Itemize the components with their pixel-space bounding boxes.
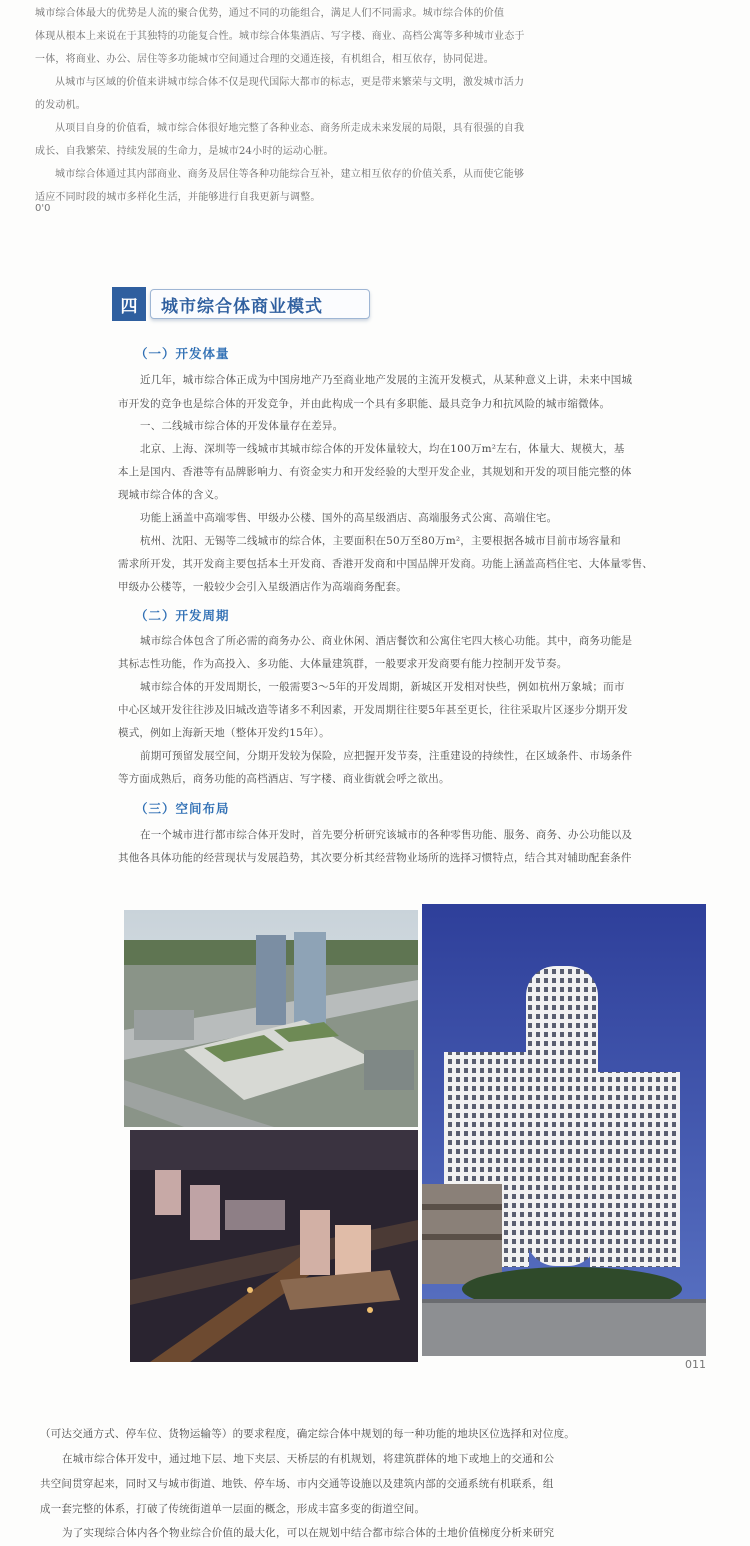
body-line: 城市综合体的开发周期长，一般需要3～5年的开发周期，新城区开发相对快些，例如杭州万象城；而市 xyxy=(140,681,625,693)
body-line: 中心区域开发往往涉及旧城改造等诸多不利因素，开发周期往往要5年甚至更长，往往采取片区逐步分期开发 xyxy=(118,704,628,716)
body-line: 模式，例如上海新天地（整体开发约15年）。 xyxy=(118,727,330,739)
body-line: 市开发的竞争也是综合体的开发竞争，并由此构成一个具有多职能、最具竞争力和抗风险的城市缩微体。 xyxy=(118,398,611,410)
section-title: 城市综合体商业模式 xyxy=(161,296,323,317)
body-line: 体现从根本上来说在于其独特的功能复合性。城市综合体集酒店、写字楼、商业、高档公寓等多种城市业态于 xyxy=(35,31,525,42)
body-line: 在城市综合体开发中，通过地下层、地下夹层、天桥层的有机规划，将建筑群体的地下或地上的交通和公 xyxy=(62,1453,555,1465)
body-line: 现城市综合体的含义。 xyxy=(118,489,225,501)
body-line: 甲级办公楼等，一般较少会引入星级酒店作为高端商务配套。 xyxy=(118,581,407,593)
body-line: 杭州、沈阳、无锡等二线城市的综合体，主要面积在50万至80万m²，主要根据各城市目前市场容量和 xyxy=(140,535,621,547)
body-line: 功能上涵盖中高端零售、甲级办公楼、国外的高星级酒店、高端服务式公寓、高端住宅。 xyxy=(140,512,558,524)
section-number: 四 xyxy=(112,287,146,321)
page-number: 011 xyxy=(685,1358,706,1371)
body-line: 一、二线城市综合体的开发体量存在差异。 xyxy=(140,420,344,432)
body-line: 城市综合体包含了所必需的商务办公、商业休闲、酒店餐饮和公寓住宅四大核心功能。其中，商务功能是 xyxy=(140,635,633,647)
body-line: 为了实现综合体内各个物业综合价值的最大化，可以在规划中结合都市综合体的土地价值梯度分析来研究 xyxy=(62,1527,555,1539)
body-line: 从项目自身的价值看，城市综合体很好地完整了各种业态、商务所走成未来发展的局限，具有很强的自我 xyxy=(55,123,525,134)
body-line: 需求所开发，其开发商主要包括本土开发商、香港开发商和中国品牌开发商。功能上涵盖高档住宅、大体量零售、 xyxy=(118,558,653,570)
subsection-heading-2: （二）开发周期 xyxy=(135,608,230,623)
body-line: 从城市与区域的价值来讲城市综合体不仅是现代国际大都市的标志，更是带来繁荣与文明，激发城市活力 xyxy=(55,77,525,88)
body-line: 的发动机。 xyxy=(35,100,86,111)
body-line: 适应不同时段的城市多样化生活，并能够进行自我更新与调整。 xyxy=(35,192,321,203)
section-title-box xyxy=(150,289,370,319)
aerial-render-day-photo xyxy=(124,910,418,1127)
body-line: 近几年，城市综合体正成为中国房地产乃至商业地产发展的主流开发模式，从某种意义上讲，未来中国城 xyxy=(140,374,633,386)
subsection-heading-3: （三）空间布局 xyxy=(135,801,230,816)
section-header xyxy=(112,287,370,321)
body-line: 成长、自我繁荣、持续发展的生命力，是城市24小时的运动心脏。 xyxy=(35,146,334,157)
body-line: 城市综合体最大的优势是人流的聚合优势，通过不同的功能组合，满足人们不同需求。城市综合体的价值 xyxy=(35,8,505,19)
body-line: 其标志性功能，作为高投入、多功能、大体量建筑群，一般要求开发商要有能力控制开发节奏。 xyxy=(118,658,568,670)
aerial-render-night-photo xyxy=(130,1130,418,1362)
stray-mark: 0'0 xyxy=(35,203,51,214)
body-line: 共空间贯穿起来，同时又与城市街道、地铁、停车场、市内交通等设施以及建筑内部的交通系统有机联系，组 xyxy=(40,1478,554,1490)
subsection-heading-1: （一）开发体量 xyxy=(135,346,230,361)
body-line: 城市综合体通过其内部商业、商务及居住等各种功能综合互补，建立相互依存的价值关系，从而使它能够 xyxy=(55,169,525,180)
cylindrical-towers-photo xyxy=(422,904,706,1356)
body-line: 本上是国内、香港等有品牌影响力、有资金实力和开发经验的大型开发企业，其规划和开发的项目能完整的体 xyxy=(118,466,632,478)
body-line: 前期可预留发展空间，分期开发较为保险，应把握开发节奏，注重建设的持续性，在区域条件、市场条件 xyxy=(140,750,633,762)
body-line: 北京、上海、深圳等一线城市其城市综合体的开发体量较大，均在100万m²左右，体量大、规模大，基 xyxy=(140,443,625,455)
body-line: 在一个城市进行都市综合体开发时，首先要分析研究该城市的各种零售功能、服务、商务、办公功能以及 xyxy=(140,829,633,841)
body-line: （可达交通方式、停车位、货物运输等）的要求程度，确定综合体中规划的每一种功能的地块区位选择和对位度。 xyxy=(40,1428,575,1440)
body-line: 成一套完整的体系，打破了传统街道单一层面的概念，形成丰富多变的街道空间。 xyxy=(40,1503,426,1515)
body-line: 一体，将商业、办公、居住等多功能城市空间通过合理的交通连接，有机组合，相互依存，协同促进。 xyxy=(35,54,494,65)
body-line: 其他各具体功能的经营现状与发展趋势，其次要分析其经营物业场所的选择习惯特点，结合其对辅助配套条件 xyxy=(118,852,632,864)
body-line: 等方面成熟后，商务功能的高档酒店、写字楼、商业街就会呼之欲出。 xyxy=(118,773,450,785)
